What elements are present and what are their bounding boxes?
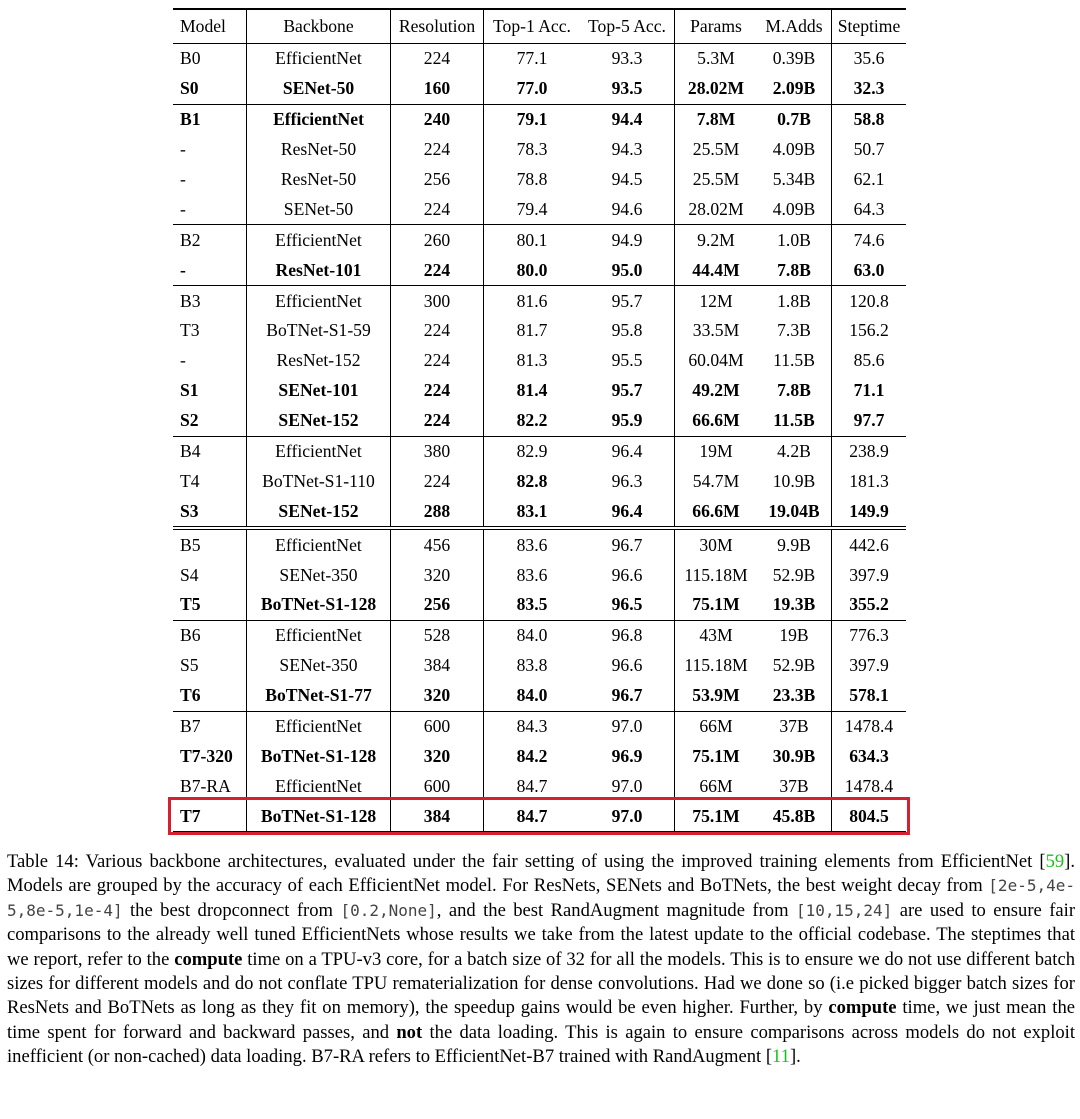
table-cell: 224 bbox=[391, 255, 484, 285]
table-cell: 384 bbox=[391, 801, 484, 832]
header-backbone: Backbone bbox=[247, 9, 391, 44]
table-cell: 66.6M bbox=[692, 410, 740, 431]
table-cell: B0 bbox=[173, 44, 247, 74]
table-cell: BoTNet-S1-128 bbox=[247, 590, 391, 620]
table-cell: S4 bbox=[173, 560, 247, 590]
table-cell: 10.9B bbox=[757, 466, 832, 496]
table-cell: 79.4 bbox=[516, 198, 548, 219]
table-cell: 83.6 bbox=[484, 528, 581, 560]
table-cell: - bbox=[173, 135, 247, 165]
table-row bbox=[173, 436, 906, 466]
table-cell: EfficientNet bbox=[247, 528, 391, 560]
table-cell: 12M bbox=[675, 286, 758, 316]
table-cell: 84.7 bbox=[484, 801, 581, 832]
table-row bbox=[173, 376, 906, 406]
table-cell: 600 bbox=[391, 771, 484, 801]
header-madds: M.Adds bbox=[757, 9, 832, 44]
table-body bbox=[173, 44, 906, 833]
code-dropconnect: [0.2,None] bbox=[340, 900, 437, 920]
table-cell: 82.2 bbox=[516, 410, 548, 431]
caption-text: ]. Models are grouped by the accuracy of each EfficientNet model. For ResNets, SENets and BoTNets, the best weight decay from bbox=[7, 851, 1075, 897]
caption-text: are used to ensure fair comparisons to the already well tuned EfficientNets whose results we take from the latest update to the official codebase. The steptimes that we report, refer to the bbox=[7, 899, 1076, 970]
table-cell: 320 bbox=[391, 560, 484, 590]
table-cell: 160 bbox=[391, 74, 484, 104]
code-weight-decay: [2e-5,4e-5,8e-5,1e-4] bbox=[7, 876, 1075, 920]
table-cell: 85.6 bbox=[853, 350, 885, 371]
table-cell: 78.8 bbox=[516, 169, 548, 189]
table-cell: T7-320 bbox=[173, 741, 247, 771]
table-row bbox=[173, 165, 906, 195]
table-cell: 320 bbox=[391, 681, 484, 711]
table-cell: 37B bbox=[757, 771, 832, 801]
table-cell: 64.3 bbox=[853, 198, 885, 219]
table-cell: 19M bbox=[675, 436, 758, 466]
table-cell: ResNet-152 bbox=[247, 346, 391, 376]
table-cell: 256 bbox=[391, 590, 484, 620]
table-cell: - bbox=[173, 194, 247, 224]
table-cell: 96.7 bbox=[580, 681, 675, 711]
table-cell: 224 bbox=[391, 135, 484, 165]
header-model: Model bbox=[173, 9, 247, 44]
table-cell: 54.7M bbox=[692, 470, 740, 491]
table-cell: 81.3 bbox=[516, 350, 548, 371]
table-cell: - bbox=[173, 346, 247, 376]
table-cell: 300 bbox=[391, 286, 484, 316]
header-top5: Top-5 Acc. bbox=[580, 9, 675, 44]
table-cell: 4.09B bbox=[757, 194, 832, 224]
table-cell: 94.5 bbox=[580, 165, 675, 195]
table-cell: 81.6 bbox=[484, 286, 581, 316]
table-row bbox=[173, 651, 906, 681]
table-cell: 96.3 bbox=[580, 466, 675, 496]
table-cell: - bbox=[173, 255, 247, 285]
table-cell: 1.8B bbox=[757, 286, 832, 316]
table-cell: 384 bbox=[391, 651, 484, 681]
table-cell: 5.3M bbox=[697, 48, 735, 69]
table-cell: 224 bbox=[391, 316, 484, 346]
table-cell: 84.0 bbox=[516, 685, 548, 706]
table-cell: SENet-50 bbox=[247, 194, 391, 224]
table-cell: BoTNet-S1-59 bbox=[247, 316, 391, 346]
table-cell: 81.7 bbox=[516, 320, 548, 341]
table-row bbox=[173, 681, 906, 711]
table-cell: 260 bbox=[391, 225, 484, 255]
table-cell: EfficientNet bbox=[247, 711, 391, 741]
table-cell: 240 bbox=[391, 104, 484, 134]
table-cell: 30M bbox=[675, 528, 758, 560]
table-cell: 62.1 bbox=[853, 169, 885, 189]
table-cell: 94.9 bbox=[580, 225, 675, 255]
table-cell: 4.2B bbox=[757, 436, 832, 466]
table-row bbox=[173, 316, 906, 346]
table-cell: 83.8 bbox=[516, 655, 548, 676]
table-cell: B7 bbox=[173, 711, 247, 741]
table-row bbox=[173, 560, 906, 590]
table-cell: 82.9 bbox=[484, 436, 581, 466]
table-cell: 380 bbox=[391, 436, 484, 466]
table-cell: 52.9B bbox=[757, 651, 832, 681]
table-cell: 96.8 bbox=[580, 620, 675, 650]
citation-link[interactable]: 59 bbox=[1045, 851, 1065, 872]
table-cell: BoTNet-S1-128 bbox=[247, 801, 391, 832]
table-cell: SENet-350 bbox=[247, 651, 391, 681]
table-cell: 600 bbox=[391, 711, 484, 741]
caption-text: , and the best RandAugment magnitude from bbox=[436, 899, 796, 921]
table-cell: 83.5 bbox=[516, 594, 548, 615]
table-cell: 77.1 bbox=[516, 48, 548, 69]
table-cell: B2 bbox=[173, 225, 247, 255]
table-cell: 35.6 bbox=[853, 48, 885, 69]
table-cell: 224 bbox=[391, 376, 484, 406]
table-cell: BoTNet-S1-77 bbox=[247, 681, 391, 711]
table-cell: 75.1M bbox=[675, 801, 758, 832]
table-cell: 224 bbox=[391, 346, 484, 376]
table-cell: 97.7 bbox=[853, 410, 885, 431]
caption-text: ]. bbox=[789, 1046, 801, 1068]
table-cell: 19.04B bbox=[757, 496, 832, 528]
header-top1: Top-1 Acc. bbox=[493, 16, 571, 36]
table-cell: 11.5B bbox=[757, 346, 832, 376]
table-row bbox=[173, 225, 906, 255]
table-cell: 66.6M bbox=[692, 500, 740, 521]
table-cell: 75.1M bbox=[692, 745, 740, 766]
table-cell: 50.7 bbox=[853, 139, 885, 160]
table-cell: 32.3 bbox=[853, 78, 885, 99]
table-row bbox=[173, 74, 906, 104]
table-cell: EfficientNet bbox=[247, 225, 391, 255]
table-cell: SENet-152 bbox=[247, 406, 391, 436]
table-cell: 7.8B bbox=[757, 376, 832, 406]
table-cell: 95.9 bbox=[580, 406, 675, 436]
table-cell: 82.8 bbox=[516, 470, 548, 491]
table-cell: EfficientNet bbox=[247, 286, 391, 316]
table-cell: 95.7 bbox=[580, 376, 675, 406]
table-cell: 397.9 bbox=[849, 564, 889, 585]
table-cell: 84.2 bbox=[516, 745, 548, 766]
table-cell: 30.9B bbox=[757, 741, 832, 771]
caption-text: time, we just mean the time spent for forward and backward passes, and bbox=[7, 997, 1075, 1043]
table-cell: 97.0 bbox=[580, 711, 675, 741]
table-cell: 1.0B bbox=[757, 225, 832, 255]
table-cell: B7-RA bbox=[173, 771, 247, 801]
table-cell: 80.1 bbox=[484, 225, 581, 255]
table-cell: EfficientNet bbox=[247, 104, 391, 134]
table-cell: 94.4 bbox=[580, 104, 675, 134]
table-cell: B3 bbox=[173, 286, 247, 316]
table-cell: 45.8B bbox=[757, 801, 832, 832]
table-cell: 25.5M bbox=[692, 139, 740, 160]
table-cell: SENet-350 bbox=[247, 560, 391, 590]
table-cell: 84.7 bbox=[516, 775, 548, 796]
table-row bbox=[173, 194, 906, 224]
table-cell: 66M bbox=[675, 711, 758, 741]
table-cell: 224 bbox=[391, 406, 484, 436]
table-cell: SENet-101 bbox=[247, 376, 391, 406]
table-cell: 320 bbox=[391, 741, 484, 771]
table-cell: 66M bbox=[699, 775, 733, 796]
table-cell: 9.9B bbox=[757, 528, 832, 560]
table-cell: 96.4 bbox=[580, 436, 675, 466]
table-cell: 634.3 bbox=[849, 745, 889, 766]
table-cell: 238.9 bbox=[832, 436, 907, 466]
table-cell: T6 bbox=[173, 681, 247, 711]
table-row bbox=[173, 44, 906, 74]
table-cell: 94.3 bbox=[580, 135, 675, 165]
table-cell: 96.7 bbox=[580, 528, 675, 560]
table-cell: SENet-50 bbox=[247, 74, 391, 104]
table-cell: EfficientNet bbox=[247, 771, 391, 801]
header-params: Params bbox=[690, 16, 742, 36]
table-cell: 96.5 bbox=[580, 590, 675, 620]
results-table bbox=[173, 8, 906, 833]
table-cell: ResNet-50 bbox=[247, 135, 391, 165]
table-cell: T4 bbox=[173, 466, 247, 496]
table-cell: BoTNet-S1-128 bbox=[247, 741, 391, 771]
table-cell: 53.9M bbox=[692, 685, 740, 706]
table-row bbox=[173, 135, 906, 165]
table-row bbox=[173, 620, 906, 650]
table-cell: 2.09B bbox=[757, 74, 832, 104]
table-cell: 96.9 bbox=[580, 741, 675, 771]
table-cell: SENet-152 bbox=[247, 496, 391, 528]
table-cell: T7 bbox=[173, 801, 247, 832]
table-cell: S2 bbox=[173, 406, 247, 436]
table-cell: 0.7B bbox=[757, 104, 832, 134]
table-cell: 71.1 bbox=[853, 380, 885, 401]
table-row-highlighted bbox=[173, 801, 906, 832]
table-cell: ResNet-101 bbox=[247, 255, 391, 285]
table-row bbox=[173, 528, 906, 560]
table-cell: BoTNet-S1-110 bbox=[247, 466, 391, 496]
table-cell: 75.1M bbox=[692, 594, 740, 615]
table-cell: 84.3 bbox=[484, 711, 581, 741]
table-cell: 44.4M bbox=[692, 259, 740, 280]
table-row bbox=[173, 104, 906, 134]
table-row bbox=[173, 286, 906, 316]
table-cell: 37B bbox=[757, 711, 832, 741]
table-cell: 7.3B bbox=[757, 316, 832, 346]
table-cell: 224 bbox=[391, 466, 484, 496]
table-cell: 156.2 bbox=[849, 320, 889, 341]
header-row bbox=[173, 9, 906, 44]
table-cell: 49.2M bbox=[692, 380, 740, 401]
table-cell: 94.6 bbox=[580, 194, 675, 224]
table-cell: 0.39B bbox=[757, 44, 832, 74]
table-cell: 95.7 bbox=[580, 286, 675, 316]
table-cell: 115.18M bbox=[684, 564, 748, 585]
table-cell: 25.5M bbox=[692, 169, 740, 189]
table-cell: 84.0 bbox=[484, 620, 581, 650]
caption-text: time on a TPU-v3 core, for a batch size of 32 for all the models. This is to ensure we do not use different batch sizes for different models and do not conflate TPU rematerialization for dense convolutions. Had we done so (i.e picked bigger batch sizes for ResNets and BoTNets as long as they fit on memory), the speedup gains would be even higher. Further, by bbox=[7, 948, 1075, 1019]
table-cell: 28.02M bbox=[687, 78, 745, 99]
table-cell: 81.4 bbox=[516, 380, 548, 401]
table-cell: 397.9 bbox=[849, 655, 889, 676]
table-cell: S5 bbox=[173, 651, 247, 681]
table-cell: 95.8 bbox=[580, 316, 675, 346]
table-cell: 33.5M bbox=[692, 320, 740, 341]
table-cell: S3 bbox=[173, 496, 247, 528]
table-cell: 43M bbox=[675, 620, 758, 650]
bold-compute: compute bbox=[174, 948, 243, 970]
table-cell: 181.3 bbox=[849, 470, 889, 491]
table-cell: 256 bbox=[391, 165, 484, 195]
table-cell: EfficientNet bbox=[247, 620, 391, 650]
table-cell: T5 bbox=[173, 590, 247, 620]
table-cell: 63.0 bbox=[853, 259, 885, 280]
table-cell: 355.2 bbox=[849, 594, 889, 615]
table-cell: B1 bbox=[173, 104, 247, 134]
table-cell: 74.6 bbox=[832, 225, 907, 255]
table-cell: 578.1 bbox=[849, 685, 889, 706]
table-cell: 77.0 bbox=[516, 78, 548, 99]
table-cell: 149.9 bbox=[849, 500, 889, 521]
table-cell: 93.5 bbox=[580, 74, 675, 104]
table-cell: 456 bbox=[391, 528, 484, 560]
table-cell: 58.8 bbox=[832, 104, 907, 134]
table-cell: 4.09B bbox=[757, 135, 832, 165]
table-row bbox=[173, 741, 906, 771]
table-row bbox=[173, 466, 906, 496]
table-cell: 120.8 bbox=[832, 286, 907, 316]
table-cell: 7.8M bbox=[675, 104, 758, 134]
table-row bbox=[173, 255, 906, 285]
table-cell: 288 bbox=[391, 496, 484, 528]
table-cell: 224 bbox=[391, 44, 484, 74]
caption-text: the best dropconnect from bbox=[122, 899, 341, 921]
table-cell: 97.0 bbox=[580, 801, 675, 832]
table-cell: B4 bbox=[173, 436, 247, 466]
table-cell: 5.34B bbox=[757, 165, 832, 195]
table-cell: 97.0 bbox=[580, 771, 675, 801]
table-cell: 95.0 bbox=[580, 255, 675, 285]
table-cell: 78.3 bbox=[516, 139, 548, 160]
table-cell: 95.5 bbox=[580, 346, 675, 376]
table-cell: 96.6 bbox=[580, 560, 675, 590]
table-cell: 442.6 bbox=[832, 528, 907, 560]
table-cell: 224 bbox=[391, 194, 484, 224]
table-cell: 96.6 bbox=[580, 651, 675, 681]
table-cell: 80.0 bbox=[516, 259, 548, 280]
table-row bbox=[173, 346, 906, 376]
table-cell: 9.2M bbox=[675, 225, 758, 255]
table-row bbox=[173, 771, 906, 801]
caption-text: the data loading. This is again to ensure comparisons across models do not exploit inefficient (or non-cached) data loading. B7-RA refers to EfficientNet-B7 trained with RandAugment [ bbox=[7, 1021, 1076, 1068]
table-cell: 19.3B bbox=[757, 590, 832, 620]
code-randaugment: [10,15,24] bbox=[795, 900, 893, 920]
table-cell: 528 bbox=[391, 620, 484, 650]
table-cell: 83.1 bbox=[516, 500, 548, 521]
caption-text: Table 14: Various backbone architectures, evaluated under the fair setting of using the improved training elements from EfficientNet [ bbox=[7, 851, 1046, 872]
table-cell: 19B bbox=[757, 620, 832, 650]
bold-compute: compute bbox=[828, 997, 897, 1019]
table-cell: 804.5 bbox=[832, 801, 907, 832]
table-cell: S0 bbox=[173, 74, 247, 104]
table-cell: 115.18M bbox=[684, 655, 748, 676]
table-cell: - bbox=[173, 165, 247, 195]
table-cell: 11.5B bbox=[757, 406, 832, 436]
table-row bbox=[173, 711, 906, 741]
table-cell: B5 bbox=[173, 528, 247, 560]
table-cell: 79.1 bbox=[484, 104, 581, 134]
table-row bbox=[173, 590, 906, 620]
table-row bbox=[173, 406, 906, 436]
table-row bbox=[173, 496, 906, 528]
table-cell: ResNet-50 bbox=[247, 165, 391, 195]
table-cell: S1 bbox=[173, 376, 247, 406]
table-cell: 776.3 bbox=[832, 620, 907, 650]
table-cell: 28.02M bbox=[688, 198, 744, 219]
table-caption bbox=[7, 850, 1075, 1070]
table-cell: 83.6 bbox=[516, 564, 548, 585]
citation-link[interactable]: 11 bbox=[772, 1046, 790, 1068]
table-cell: T3 bbox=[173, 316, 247, 346]
header-resolution: Resolution bbox=[391, 9, 484, 44]
bold-not: not bbox=[396, 1021, 423, 1043]
header-steptime: Steptime bbox=[837, 16, 901, 36]
table-cell: EfficientNet bbox=[247, 436, 391, 466]
table-cell: 96.4 bbox=[580, 496, 675, 528]
table-cell: 23.3B bbox=[757, 681, 832, 711]
table-cell: EfficientNet bbox=[247, 44, 391, 74]
table-cell: 1478.4 bbox=[832, 711, 907, 741]
table-cell: 7.8B bbox=[757, 255, 832, 285]
table-cell: 52.9B bbox=[757, 560, 832, 590]
table-cell: 60.04M bbox=[688, 350, 744, 371]
table-cell: 93.3 bbox=[580, 44, 675, 74]
table-cell: B6 bbox=[173, 620, 247, 650]
table-cell: 1478.4 bbox=[844, 775, 894, 796]
